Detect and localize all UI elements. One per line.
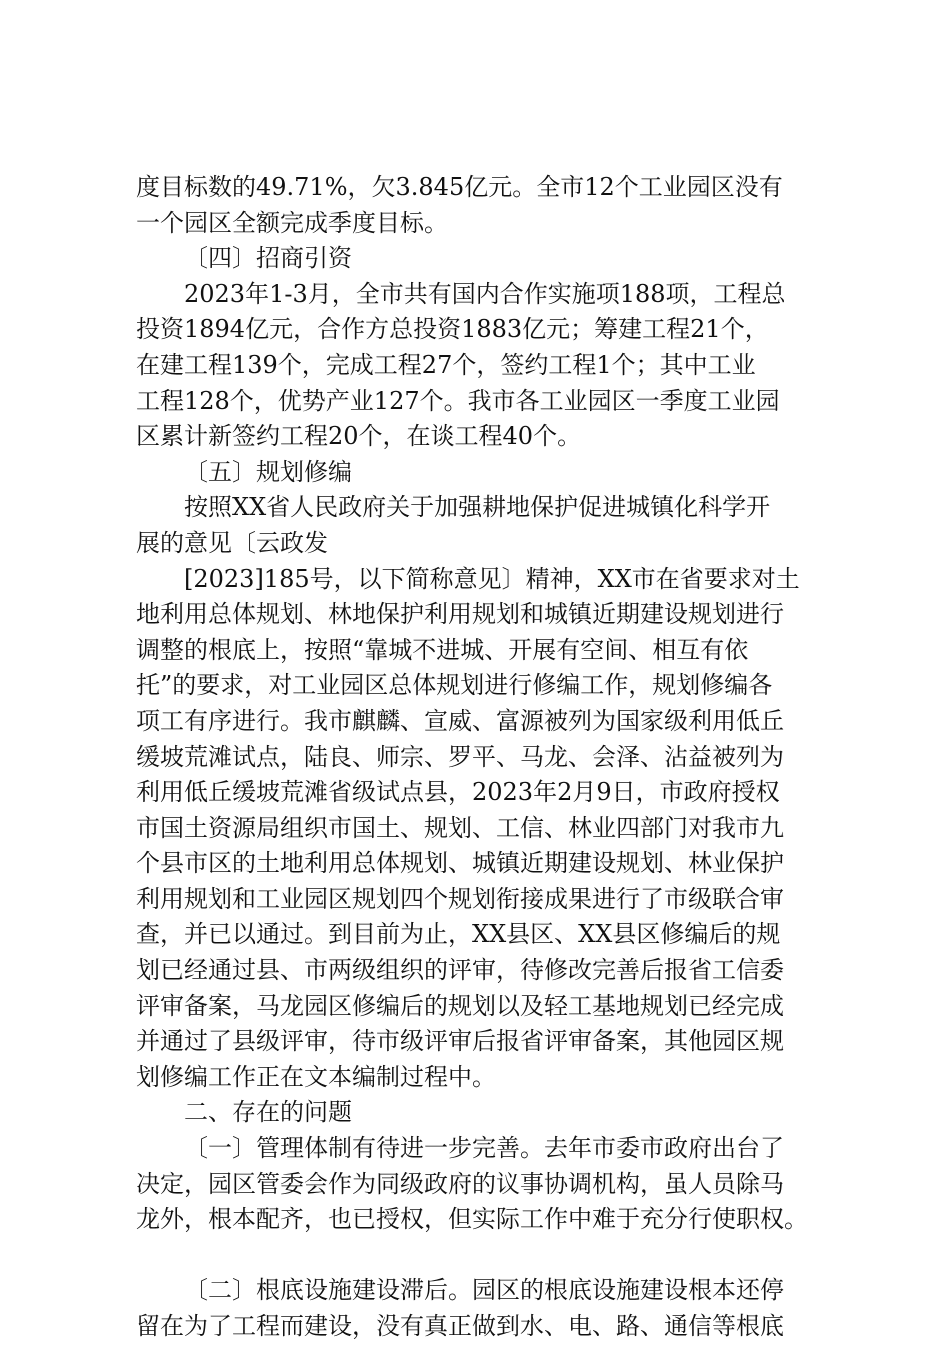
text-line: 留在为了工程而建设，没有真正做到水、电、路、通信等根底 xyxy=(136,1312,784,1340)
text-line: 在建工程139个，完成工程27个，签约工程1个；其中工业 xyxy=(136,350,756,379)
blank-line xyxy=(136,1238,826,1274)
document-body xyxy=(136,170,826,1345)
text-line: 工程128个，优势产业127个。我市各工业园区一季度工业园 xyxy=(136,386,780,415)
text-line: 〔二〕根底设施建设滞后。园区的根底设施建设根本还停 xyxy=(184,1276,784,1305)
text-line: 地利用总体规划、林地保护利用规划和城镇近期建设规划进行 xyxy=(136,600,784,629)
text-line: 龙外，根本配齐，也已授权，但实际工作中难于充分行使职权。 xyxy=(136,1205,808,1234)
text-line: 项工有序进行。我市麒麟、宣威、富源被列为国家级利用低丘 xyxy=(136,706,784,735)
text-line: 划已经通过县、市两级组织的评审，待修改完善后报省工信委 xyxy=(136,956,784,985)
text-line: 利用规划和工业园区规划四个规划衔接成果进行了市级联合审 xyxy=(136,884,784,913)
text-line: 〔一〕管理体制有待进一步完善。去年市委市政府出台了 xyxy=(184,1134,784,1163)
text-line: 调整的根底上，按照“靠城不进城、开展有空间、相互有依 xyxy=(136,635,749,664)
text-line: 查，并已以通过。到目前为止，XX县区、XX县区修编后的规 xyxy=(136,920,781,949)
text-line: 2023年1-3月，全市共有国内合作实施项188项，工程总 xyxy=(184,279,786,308)
text-line: 二、存在的问题 xyxy=(184,1098,352,1127)
text-line: 决定，园区管委会作为同级政府的议事协调机构，虽人员除马 xyxy=(136,1169,784,1198)
text-line: 投资1894亿元，合作方总投资1883亿元；筹建工程21个， xyxy=(136,315,769,344)
text-line: 一个园区全额完成季度目标。 xyxy=(136,208,448,237)
text-line: 〔五〕规划修编 xyxy=(184,457,352,486)
text-line: 划修编工作正在文本编制过程中。 xyxy=(136,1062,496,1091)
text-line: 并通过了县级评审，待市级评审后报省评审备案，其他园区规 xyxy=(136,1027,784,1056)
text-line: 按照XX省人民政府关于加强耕地保护促进城镇化科学开 xyxy=(184,493,771,522)
text-line: 〔四〕招商引资 xyxy=(184,244,352,273)
text-line: 市国土资源局组织市国土、规划、工信、林业四部门对我市九 xyxy=(136,813,784,842)
text-line: 利用低丘缓坡荒滩省级试点县，2023年2月9日，市政府授权 xyxy=(136,778,780,807)
text-line: [2023]185号，以下简称意见〕精神，XX市在省要求对土 xyxy=(184,564,800,593)
text-line: 缓坡荒滩试点，陆良、师宗、罗平、马龙、会泽、沾益被列为 xyxy=(136,742,784,771)
text-line: 区累计新签约工程20个，在谈工程40个。 xyxy=(136,422,582,451)
text-line: 托”的要求，对工业园区总体规划进行修编工作，规划修编各 xyxy=(136,671,773,700)
text-line: 展的意见〔云政发 xyxy=(136,528,328,557)
text-line: 个县市区的土地利用总体规划、城镇近期建设规划、林业保护 xyxy=(136,849,784,878)
text-line: 评审备案，马龙园区修编后的规划以及轻工基地规划已经完成 xyxy=(136,991,784,1020)
text-line: 度目标数的49.71%，欠3.845亿元。全市12个工业园区没有 xyxy=(136,173,783,201)
